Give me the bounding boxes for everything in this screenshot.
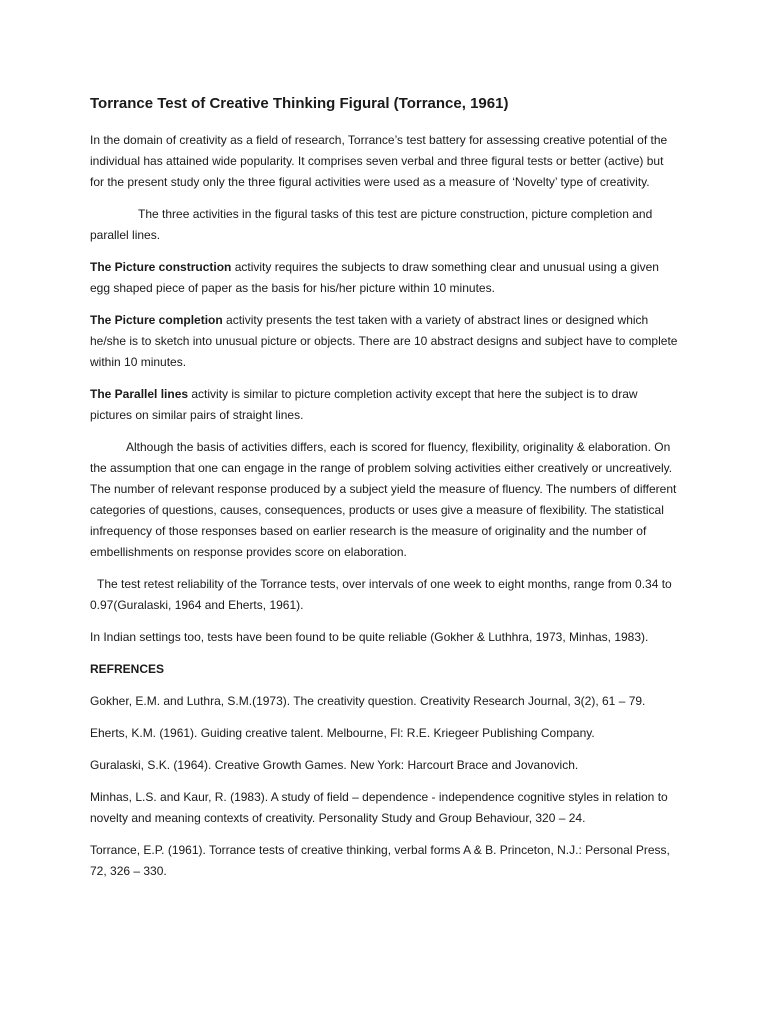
reference-item: Guralaski, S.K. (1964). Creative Growth Games. New York: Harcourt Brace and Jovanovich.: [90, 758, 579, 772]
picture-completion-text: activity presents the test taken with a variety of abstract lines or designed which he/she is to sketch into unusual picture or objects. There are 10 abstract designs and subject have to complete within 10 minutes.: [90, 313, 678, 369]
parallel-lines-lead: The Parallel lines: [90, 387, 189, 401]
parallel-lines-text: activity is similar to picture completion activity except that here the subject is to draw pictures on similar pairs of straight lines.: [90, 387, 638, 422]
picture-completion-lead: The Picture completion: [90, 313, 223, 327]
document-body: [90, 94, 680, 893]
reliability-paragraph: The test retest reliability of the Torrance tests, over intervals of one week to eight months, range from 0.34 to 0.97(Guralaski, 1964 and Eherts, 1961).: [90, 577, 672, 612]
scoring-paragraph: Although the basis of activities differs, each is scored for fluency, flexibility, originality & elaboration. On the assumption that one can engage in the range of problem solving activities either creatively or uncreatively. The number of relevant response produced by a subject yield the measure of fluency. The numbers of different categories of questions, causes, consequences, products or uses give a measure of flexibility. The statistical infrequency of those responses based on earlier research is the measure of originality and the number of embellishments on response provides score on elaboration.: [90, 440, 677, 559]
reference-item: Eherts, K.M. (1961). Guiding creative talent. Melbourne, Fl: R.E. Kriegeer Publishing Company.: [90, 726, 595, 740]
document-title: Torrance Test of Creative Thinking Figural (Torrance, 1961): [90, 95, 509, 112]
picture-completion-paragraph: [90, 310, 680, 373]
reference-item: Torrance, E.P. (1961). Torrance tests of creative thinking, verbal forms A & B. Princeton, N.J.: Personal Press, 72, 326 – 330.: [90, 843, 670, 878]
reference-item: Minhas, L.S. and Kaur, R. (1983). A study of field – dependence - independence cognitive styles in relation to novelty and meaning contexts of creativity. Personality Study and Group Behaviour, 320 – 24.: [90, 790, 668, 825]
picture-construction-lead: The Picture construction: [90, 260, 232, 274]
parallel-lines-paragraph: [90, 384, 680, 426]
intro-paragraph: In the domain of creativity as a field of research, Torrance’s test battery for assessing creative potential of the individual has attained wide popularity. It comprises seven verbal and three figural tests or better (active) but for the present study only the three figural activities were used as a measure of ‘Novelty’ type of creativity.: [90, 133, 668, 189]
reference-item: Gokher, E.M. and Luthra, S.M.(1973). The creativity question. Creativity Research Journal, 3(2), 61 – 79.: [90, 694, 646, 708]
picture-construction-paragraph: [90, 257, 680, 299]
indian-settings-paragraph: In Indian settings too, tests have been found to be quite reliable (Gokher & Luthhra, 1973, Minhas, 1983).: [90, 630, 649, 644]
activities-overview-paragraph: The three activities in the figural tasks of this test are picture construction, picture completion and parallel lines.: [90, 207, 653, 242]
references-heading: REFRENCES: [90, 662, 165, 676]
picture-construction-text: activity requires the subjects to draw something clear and unusual using a given egg shaped piece of paper as the basis for his/her picture within 10 minutes.: [90, 260, 659, 295]
